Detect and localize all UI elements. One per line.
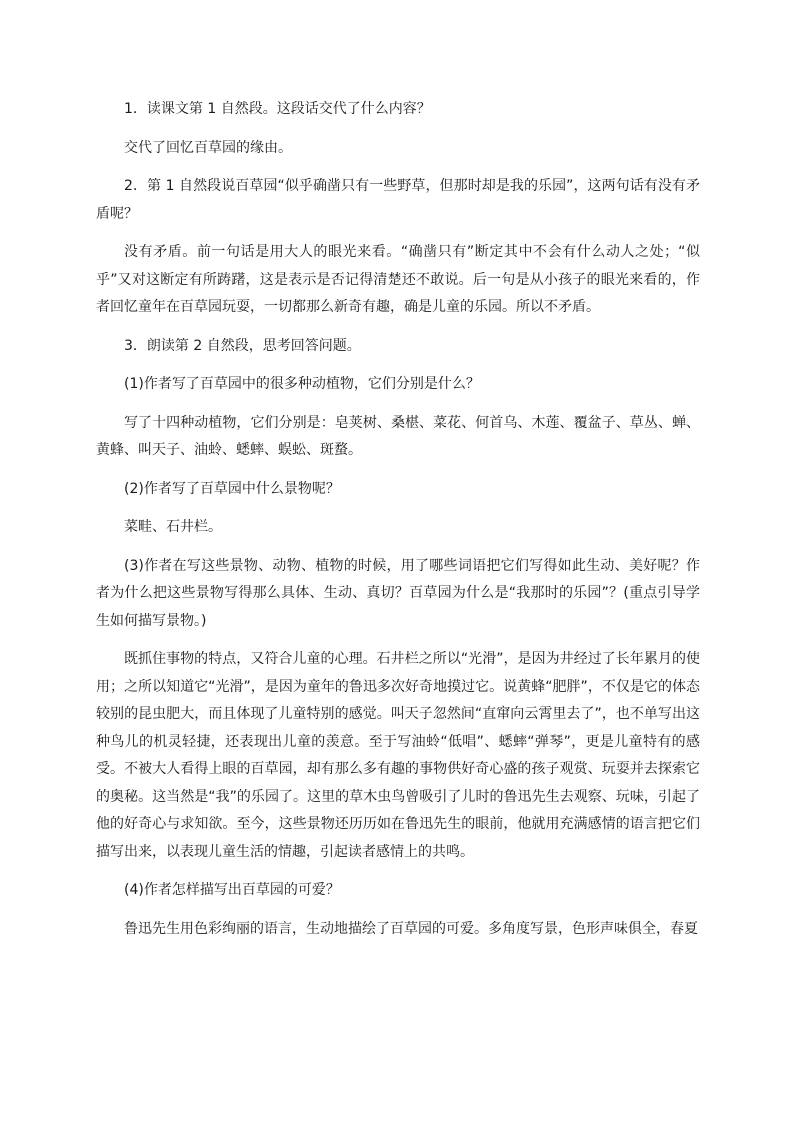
sub-answer-2: 菜畦、石井栏。 bbox=[124, 519, 222, 535]
sub-question-2: (2)作者写了百草园中什么景物呢？ bbox=[124, 480, 340, 497]
sub-question-1: (1)作者写了百草园中的很多种动植物，它们分别是什么？ bbox=[124, 376, 480, 392]
question-3: 3．朗读第 2 自然段，思考回答问题。 bbox=[124, 337, 361, 354]
answer-1: 交代了回忆百草园的缘由。 bbox=[124, 139, 292, 156]
sub-answer-1: 写了十四种动植物，它们分别是：皂荚树、桑椹、菜花、何首乌、木莲、覆盆子、草丛、蝉、黄蜂、叫天子、油蛉、蟋蟀、蜈蚣、斑蝥。 bbox=[96, 414, 700, 458]
sub-answer-3: 既抓住事物的特点，又符合儿童的心理。石井栏之所以“光滑”，是因为井经过了长年累月的使用；之所以知道它“光滑”，是因为童年的鲁迅多次好奇地摸过它。说黄蜂“肥胖”，不仅是它的体态较别的昆虫肥大，而且体现了儿童特别的感觉。叫天子忽然间“直窜向云霄里去了”，也不单写出这种鸟儿的机灵轻捷，还表现出儿童的羡意。至于写油蛉“低唱”、蟋蟀“弹琴”，更是儿童特有的感受。不被大人看得上眼的百草园，却有那么多有趣的事物供好奇心盛的孩子观赏、玩耍并去探索它的奥秘。这当然是“我”的乐园了。这里的草木虫鸟曾吸引了儿时的鲁迅先生去观察、玩味，引起了他的好奇心与求知欲。至今，这些景物还历历如在鲁迅先生的眼前，他就用充满感情的语言把它们描写出来，以表现儿童生活的情趣，引起读者感情上的共鸣。 bbox=[96, 651, 700, 860]
document-page bbox=[96, 96, 700, 943]
answer-2: 没有矛盾。前一句话是用大人的眼光来看。“确凿只有”断定其中不会有什么动人之处；“似乎”又对这断定有所踌躇，这是表示是否记得清楚还不敢说。后一句是从小孩子的眼光来看的，作者回忆童年在百草园玩耍，一切都那么新奇有趣，确是儿童的乐园。所以不矛盾。 bbox=[96, 244, 700, 315]
sub-answer-4: 鲁迅先生用色彩绚丽的语言，生动地描绘了百草园的可爱。多角度写景，色形声味俱全，春夏 bbox=[124, 920, 698, 937]
sub-question-4: (4)作者怎样描写出百草园的可爱？ bbox=[124, 882, 340, 898]
sub-question-3: (3)作者在写这些景物、动物、植物的时候，用了哪些词语把它们写得如此生动、美好呢？作者为什么把这些景物写得那么具体、生动、真切？百草园为什么是“我那时的乐园”？(重点引导学生如何描写景物。) bbox=[96, 557, 700, 629]
question-1: 1．读课文第 1 自然段。这段话交代了什么内容？ bbox=[124, 101, 431, 117]
question-2: 2．第 1 自然段说百草园“似乎确凿只有一些野草，但那时却是我的乐园”，这两句话有没有矛盾呢？ bbox=[96, 178, 700, 222]
